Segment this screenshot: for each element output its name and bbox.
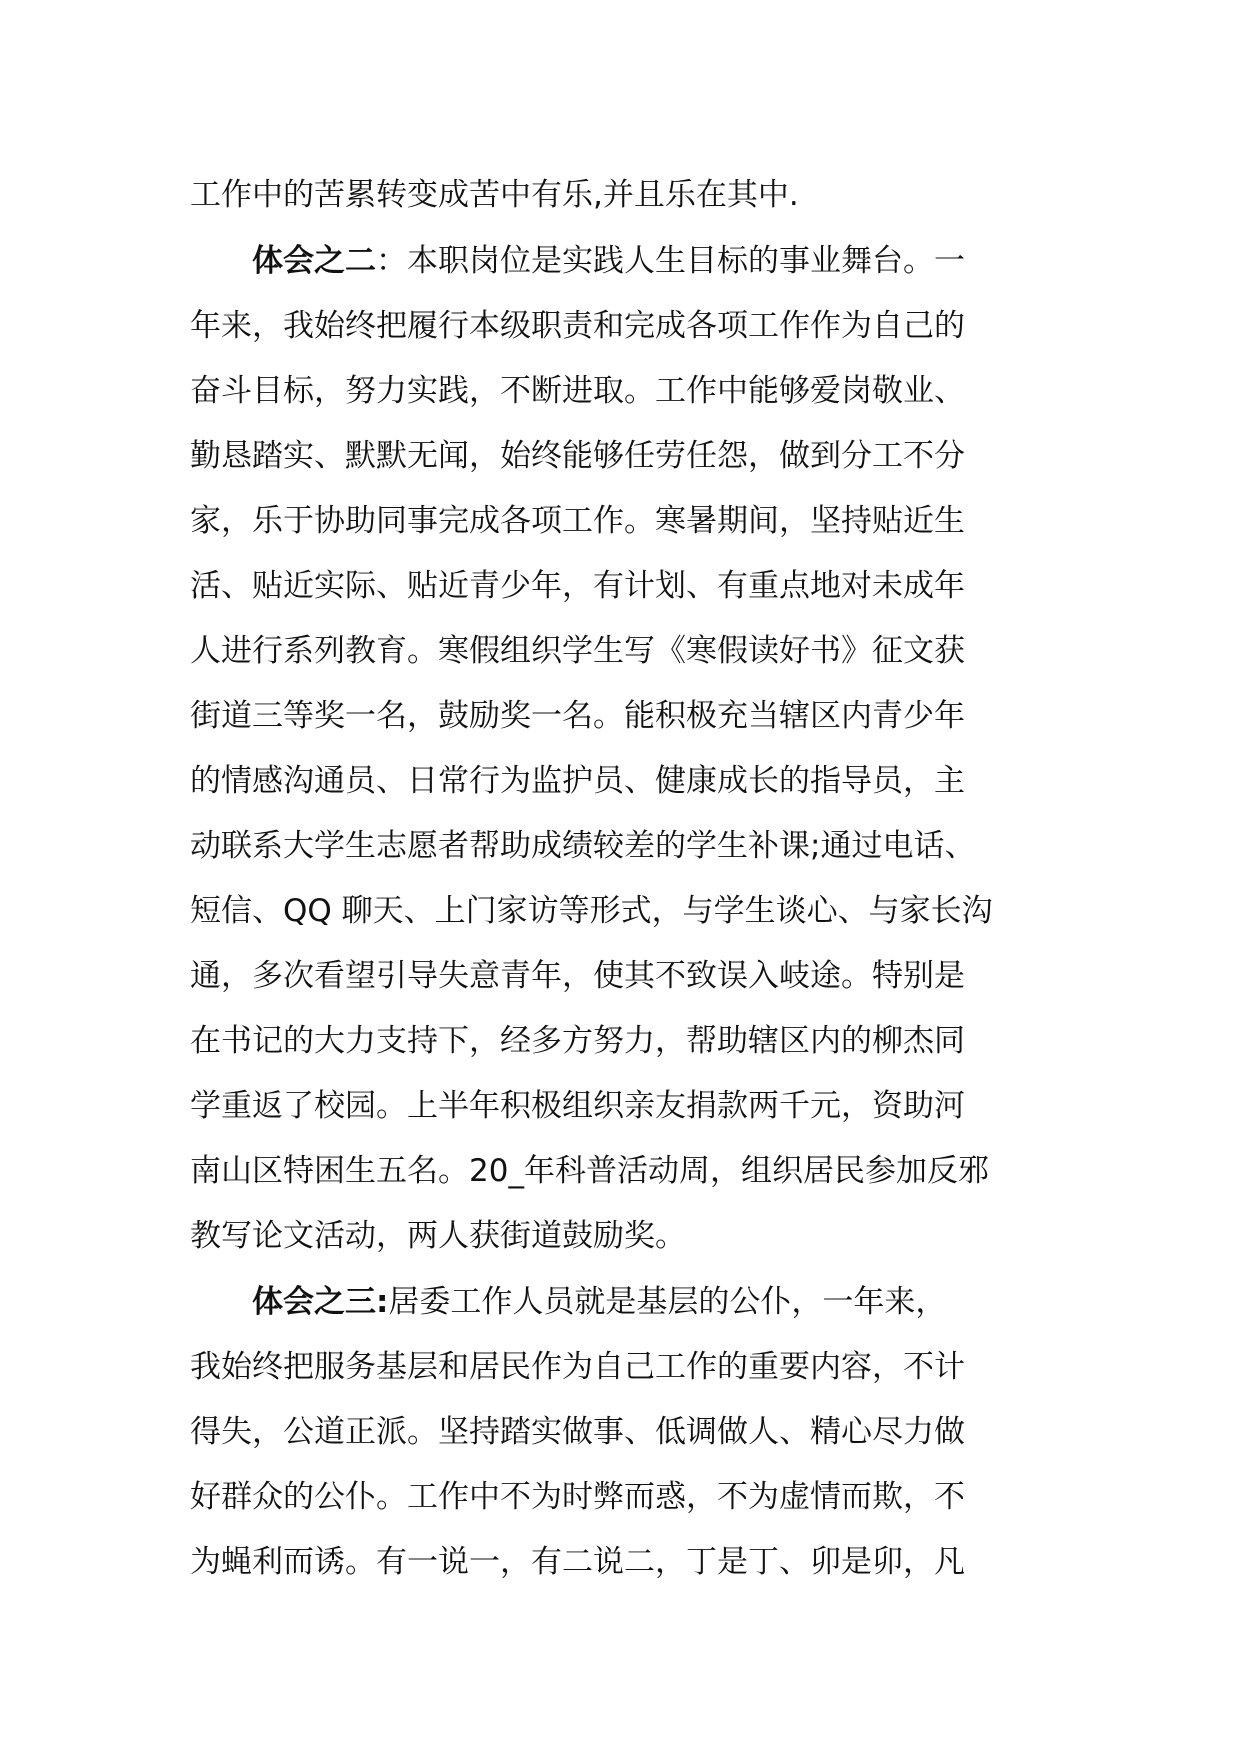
text-run: ：本职岗位是实践人生目标的事业舞台。一	[376, 243, 965, 279]
text-line: 教写论文活动，两人获街道鼓励奖。	[190, 1218, 686, 1254]
text-line: 动联系大学生志愿者帮助成绩较差的学生补课;通过电话、	[190, 828, 976, 864]
text-run: 居委工作人员就是基层的公仆，一年来，	[388, 1284, 947, 1320]
text-line: 通，多次看望引导失意青年，使其不致误入岐途。特别是	[190, 958, 965, 994]
text-line: 好群众的公仆。工作中不为时弊而惑，不为虚情而欺，不	[190, 1479, 965, 1515]
text-line: 人进行系列教育。寒假组织学生写《寒假读好书》征文获	[190, 633, 965, 669]
text-line: 在书记的大力支持下，经多方努力，帮助辖区内的柳杰同	[190, 1023, 965, 1059]
text-line: 奋斗目标，努力实践，不断进取。工作中能够爱岗敬业、	[190, 373, 965, 409]
text-line: 年来，我始终把履行本级职责和完成各项工作作为自己的	[190, 308, 965, 344]
text-line: 得失，公道正派。坚持踏实做事、低调做人、精心尽力做	[190, 1414, 965, 1450]
text-line: 活、贴近实际、贴近青少年，有计划、有重点地对未成年	[190, 568, 965, 604]
body-text	[190, 163, 1070, 1595]
text-line: 工作中的苦累转变成苦中有乐,并且乐在其中.	[190, 177, 799, 213]
text-line: 短信、QQ 聊天、上门家访等形式，与学生谈心、与家长沟	[190, 893, 993, 929]
text-line: 我始终把服务基层和居民作为自己工作的重要内容，不计	[190, 1349, 965, 1385]
text-line: 勤恳踏实、默默无闻，始终能够任劳任怨，做到分工不分	[190, 438, 965, 474]
text-line: 南山区特困生五名。20_年科普活动周，组织居民参加反邪	[190, 1153, 989, 1189]
text-line: 学重返了校园。上半年积极组织亲友捐款两千元，资助河	[190, 1088, 965, 1124]
text-line: 街道三等奖一名，鼓励奖一名。能积极充当辖区内青少年	[190, 698, 965, 734]
heading-part-two: 体会之二	[252, 243, 376, 279]
text-line: 为蝇利而诱。有一说一，有二说二，丁是丁、卯是卯，凡	[190, 1544, 965, 1580]
text-line: 的情感沟通员、日常行为监护员、健康成长的指导员，主	[190, 763, 965, 799]
paragraph-three-start	[190, 1270, 1070, 1335]
paragraph-two-start	[190, 229, 1070, 294]
text-line: 家，乐于协助同事完成各项工作。寒暑期间，坚持贴近生	[190, 503, 965, 539]
heading-part-three: 体会之三:	[252, 1284, 389, 1320]
